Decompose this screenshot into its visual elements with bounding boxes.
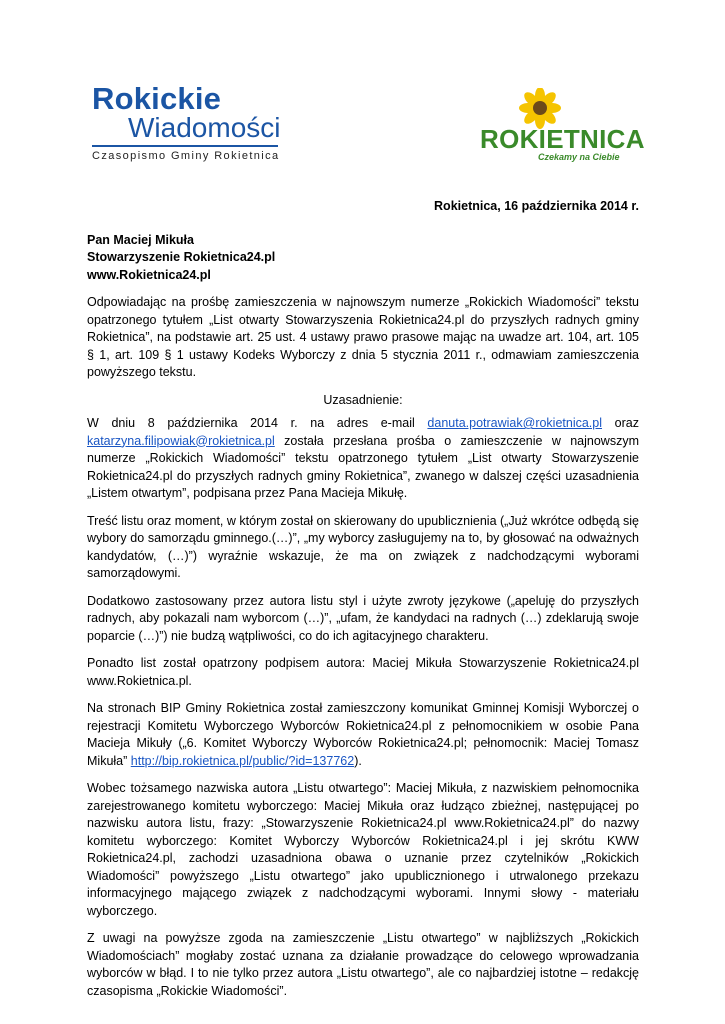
letter-date: Rokietnica, 16 października 2014 r.: [434, 199, 639, 213]
paragraph-identity: Wobec tożsamego nazwiska autora „Listu otwartego”: Maciej Mikuła, z nazwiskiem pełnomocnika zarejestrowanego komitetu wyborczego: Maciej Mikuła oraz łudząco zbieżnej, następującej po nazwisku autora listu, frazy: „Stowarzyszenie Rokietnica24.pl www.Rokietnica24.pl” do nazwy komitetu wyborczego: Komitet Wyborczy Wyborców Rokietnica24.pl i jej skrótu KWW Rokietnica24.pl, zachodzi uzasadniona obawa o uznanie przez czytelników „Rokickich Wiadomości” powyższego „Listu otwartego” jako upublicznionego i utrwalonego przekazu informacyjnego mającego związek z nadchodzącymi wyborami. Innymi słowy - materiału wyborczego.: [87, 781, 639, 918]
logo-rokietnica-name: ROKIETNICA: [480, 124, 645, 154]
recipient-block: [87, 232, 639, 285]
rokickie-wiadomosci-logo: [92, 81, 282, 163]
email-link-filipowiak[interactable]: katarzyna.filipowiak@rokietnica.pl: [87, 433, 275, 448]
recipient-web: www.Rokietnica24.pl: [87, 267, 211, 282]
recipient-org: Stowarzyszenie Rokietnica24.pl: [87, 250, 276, 264]
letter-body: [87, 198, 639, 1010]
logo-divider: [92, 145, 278, 147]
paragraph-request: W dniu 8 października 2014 r. na adres e-mail danuta.potrawiak@rokietnica.pl oraz katarzyna.filipowiak@rokietnica.pl została przesłana prośba o zamieszczenie w najnowszym numerze „Rokickich Wiadomości” tekstu opatrzonego tytułem „List otwarty Stowarzyszenie Rokietnica24.pl do przyszłych radnych gminy Rokietnica”, zwanego w dalszej części uzasadnienia „Listem otwartym”, podpisana przez Pana Macieja Mikułę.: [87, 416, 639, 500]
email-link-potrawiak[interactable]: danuta.potrawiak@rokietnica.pl: [427, 416, 603, 430]
paragraph-conclusion: Z uwagi na powyższe zgoda na zamieszczenie „Listu otwartego” w najbliższych „Rokickich Wiadomościach” mogłaby zostać uznana za działanie prowadzące do celowego wprowadzania wyborców w błąd. I to nie tylko przez autora „Listu otwartego”, ale co najbardziej istotne – redakcję czasopisma „Rokickie Wiadomości”.: [87, 931, 639, 998]
paragraph-style: Dodatkowo zastosowany przez autora listu styl i użyte zwroty językowe („apeluję do przyszłych radnych, aby pokazali nam wyborcom (…)”, „ufam, że kandydaci na radnych (…) zdeklarują swoje poparcie (…)”) nie budzą wątpliwości, co do ich agitacyjnego charakteru.: [87, 593, 639, 643]
bip-link[interactable]: http://bip.rokietnica.pl/public/?id=137762: [130, 753, 355, 768]
section-heading: Uzasadnienie:: [323, 392, 403, 407]
paragraph-intro: Odpowiadając na prośbę zamieszczenia w najnowszym numerze „Rokickich Wiadomości” tekstu opatrzonego tytułem „List otwarty Stowarzyszenia Rokietnica24.pl do przyszłych radnych gminy Rokietnica”, na podstawie art. 25 ust. 4 ustawy prawo prasowe mając na uwadze art. 104, art. 105 § 1, art. 109 § 1 ustawy Kodeks Wyborczy z dnia 5 stycznia 2011 r., odmawiam zamieszczenia powyższego tekstu.: [87, 295, 639, 379]
paragraph-bip: Na stronach BIP Gminy Rokietnica został zamieszczony komunikat Gminnej Komisji Wyborczej o rejestracji Komitetu Wyborczego Wyborców Rokietnica24.pl z pełnomocnikiem w osobie Pana Macieja Mikuły („6. Komitet Wyborczy Wyborców Rokietnica24.pl; pełnomocnik: Maciej Tomasz Mikuła” http://bip.rokietnica.pl/public/?id=137762).: [87, 701, 639, 768]
rokietnica-logo: [480, 88, 645, 166]
paragraph-content: Treść listu oraz moment, w którym został on skierowany do upublicznienia („Już wkrótce odbędą się wybory do samorządu gminnego.(…)”, „my wyborcy zasługujemy na to, by głosować na odważnych kandydatów, (…)”) wyraźnie wskazuje, że ma on związek z nadchodzącymi wyborami samorządowymi.: [87, 513, 639, 580]
logo-title-line1: Rokickie: [92, 81, 222, 116]
logo-rokietnica-tagline: Czekamy na Ciebie: [538, 152, 620, 162]
paragraph-signature: Ponadto list został opatrzony podpisem autora: Maciej Mikuła Stowarzyszenie Rokietnica24.pl www.Rokietnica.pl.: [87, 656, 639, 688]
recipient-name: Pan Maciej Mikuła: [87, 232, 194, 247]
logo-subtitle: Czasopismo Gminy Rokietnica: [92, 150, 280, 162]
logo-title-line2: Wiadomości: [128, 112, 281, 143]
